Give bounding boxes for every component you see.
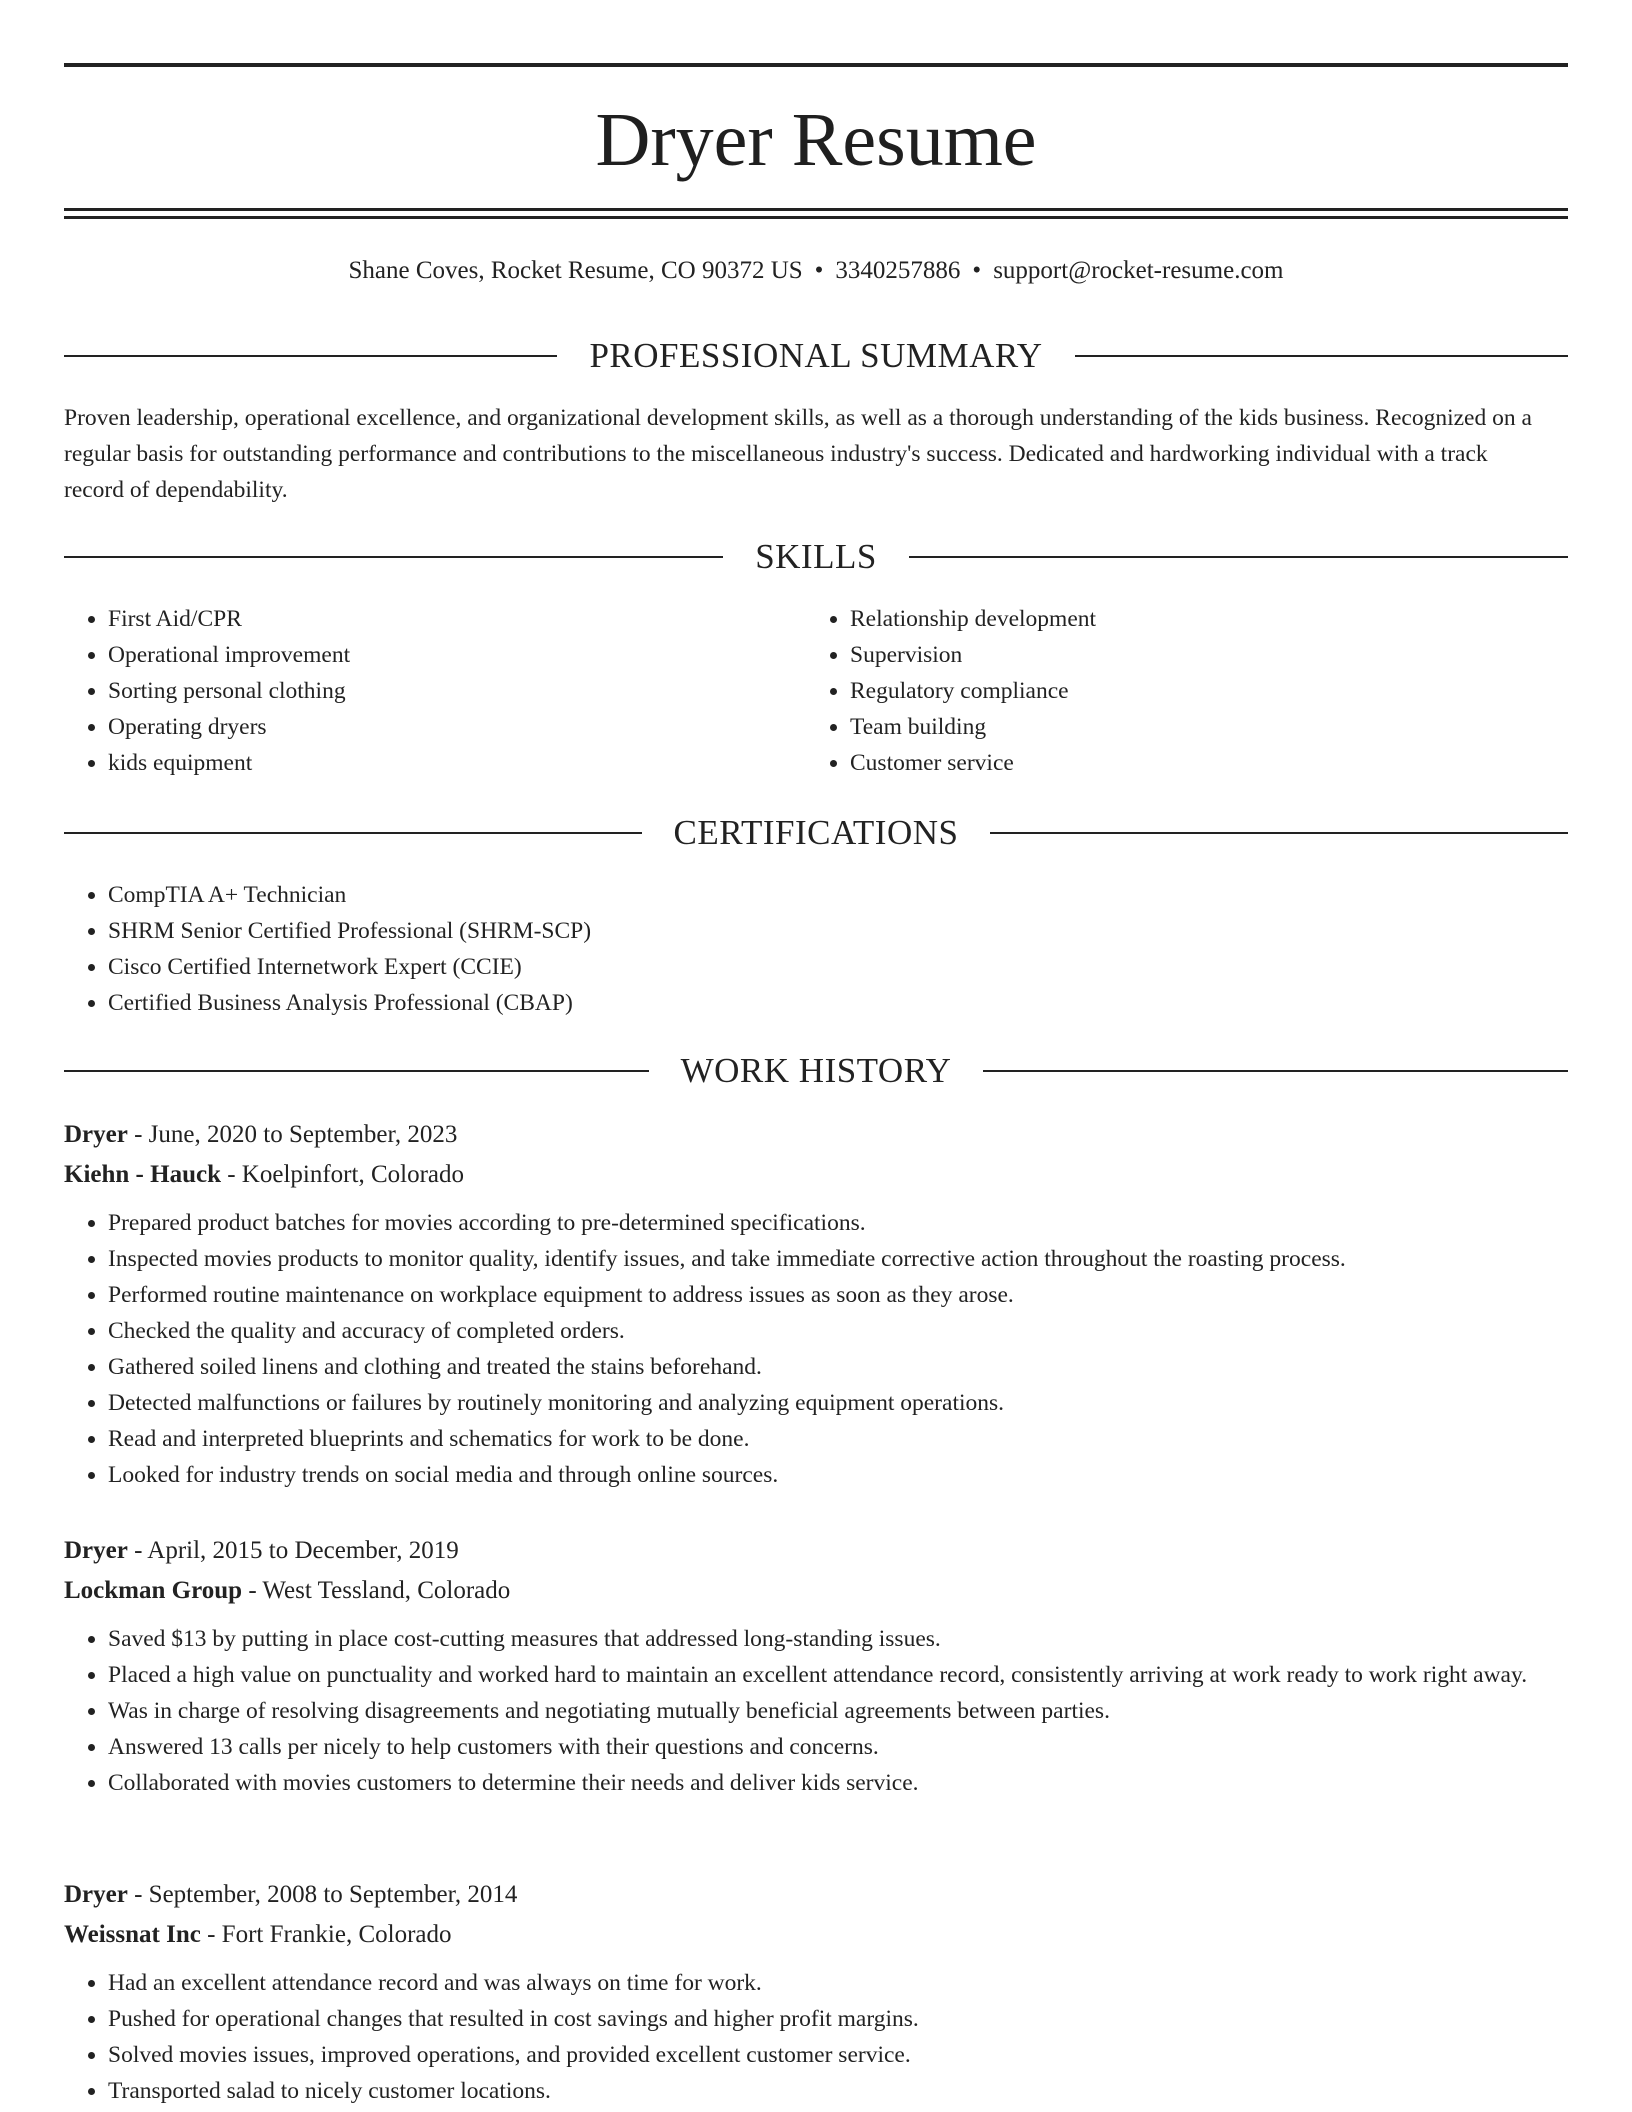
contact-separator: • [814,257,824,284]
page-title: Dryer Resume [595,98,1037,182]
job-bullet: • Saved $13 by putting in place cost-cutting measures that addressed long-standing issues. [108,1621,1568,1657]
section-rule-right [1075,355,1568,357]
job-title-line [64,1115,1568,1155]
job-dates: - June, 2020 to September, 2023 [127,1121,458,1148]
job-bullet: • Transported salad to nicely customer locations. [108,2073,1568,2109]
certifications-heading: CERTIFICATIONS [673,813,959,852]
section-rule-left [64,355,557,357]
job-location: - Koelpinfort, Colorado [220,1161,464,1188]
job-bullet: • Gathered soiled linens and clothing and treated the stains beforehand. [108,1349,1568,1385]
job-bullet: • Solved movies issues, improved operations, and provided excellent customer service. [108,2037,1568,2073]
skills-column-right [806,601,1506,781]
skill-item: • Team building [850,709,1506,745]
job-bullet: • Was in charge of resolving disagreements and negotiating mutually beneficial agreements between parties. [108,1693,1568,1729]
job-company: Weissnat Inc [64,1921,201,1948]
job-company-line [64,1155,1568,1195]
title-double-rule-upper [64,208,1568,211]
job-bullet: • Looked for industry trends on social media and through online sources. [108,1457,1568,1493]
job-location: - West Tessland, Colorado [242,1577,511,1604]
skill-item: • Customer service [850,745,1506,781]
top-rule [64,63,1568,67]
job-title-line [64,1875,1568,1915]
job-bullet: • Had an excellent attendance record and was always on time for work. [108,1965,1568,2001]
skill-item: • Operational improvement [108,637,764,673]
skill-item: • kids equipment [108,745,764,781]
job-bullet: • Detected malfunctions or failures by routinely monitoring and analyzing equipment operations. [108,1385,1568,1421]
job-company: Kiehn - Hauck [64,1161,221,1188]
contact-separator: • [972,257,982,284]
skill-item: • Supervision [850,637,1506,673]
certification-item: • CompTIA A+ Technician [108,877,1464,913]
skills-heading: SKILLS [755,537,877,576]
skill-item: • Sorting personal clothing [108,673,764,709]
job-bullet: • Answered 13 calls per nicely to help customers with their questions and concerns. [108,1729,1568,1765]
skill-item: • Relationship development [850,601,1506,637]
skill-item: • First Aid/CPR [108,601,764,637]
job-entry [64,1531,1568,1801]
certifications-list [64,877,1464,1021]
summary-text: Proven leadership, operational excellence, and organizational development skills, as well as a thorough understanding of the kids business. Recognized on a regular basis for outstanding performance and contributions to the miscellaneous industry's success. Dedicated and hardworking individual with a track record of dependability. [64,405,1532,503]
section-rule-right [990,832,1568,834]
job-dates: - April, 2015 to December, 2019 [127,1537,459,1564]
section-rule-left [64,1070,649,1072]
job-bullet: • Performed routine maintenance on workplace equipment to address issues as soon as they arose. [108,1277,1568,1313]
certification-item: • Certified Business Analysis Professional (CBAP) [108,985,1464,1021]
contact-address: Shane Coves, Rocket Resume, CO 90372 US [348,257,803,284]
section-rule-right [909,556,1568,558]
title-double-rule-lower [64,216,1568,219]
skills-column-left [64,601,764,781]
job-title: Dryer [64,1537,128,1564]
contact-line [0,254,1632,288]
work-history-section-header [64,1049,1568,1093]
job-title-line [64,1531,1568,1571]
work-history-heading: WORK HISTORY [680,1051,952,1090]
certification-item: • Cisco Certified Internetwork Expert (CCIE) [108,949,1464,985]
job-bullet: • Placed a high value on punctuality and worked hard to maintain an excellent attendance record, consistently arriving at work ready to work right away. [108,1657,1568,1693]
job-company-line [64,1571,1568,1611]
skill-item: • Operating dryers [108,709,764,745]
job-location: - Fort Frankie, Colorado [200,1921,452,1948]
job-bullet: • Prepared product batches for movies according to pre-determined specifications. [108,1205,1568,1241]
summary-section-header [64,334,1568,378]
job-title: Dryer [64,1881,128,1908]
section-rule-right [983,1070,1568,1072]
summary-heading: PROFESSIONAL SUMMARY [589,336,1043,375]
job-entry [64,1875,1568,2109]
job-bullet: • Read and interpreted blueprints and schematics for work to be done. [108,1421,1568,1457]
job-company-line [64,1915,1568,1955]
job-entry [64,1115,1568,1493]
certification-item: • SHRM Senior Certified Professional (SHRM-SCP) [108,913,1464,949]
job-title: Dryer [64,1121,128,1148]
job-bullet: • Collaborated with movies customers to determine their needs and deliver kids service. [108,1765,1568,1801]
job-bullet: • Pushed for operational changes that resulted in cost savings and higher profit margins. [108,2001,1568,2037]
skill-item: • Regulatory compliance [850,673,1506,709]
contact-phone: 3340257886 [835,257,961,284]
contact-email: support@rocket-resume.com [993,257,1284,284]
certifications-section-header [64,811,1568,855]
job-dates: - September, 2008 to September, 2014 [127,1881,518,1908]
job-bullet: • Checked the quality and accuracy of completed orders. [108,1313,1568,1349]
job-bullet: • Inspected movies products to monitor quality, identify issues, and take immediate corrective action throughout the roasting process. [108,1241,1568,1277]
job-company: Lockman Group [64,1577,243,1604]
section-rule-left [64,556,723,558]
section-rule-left [64,832,642,834]
skills-section-header [64,535,1568,579]
